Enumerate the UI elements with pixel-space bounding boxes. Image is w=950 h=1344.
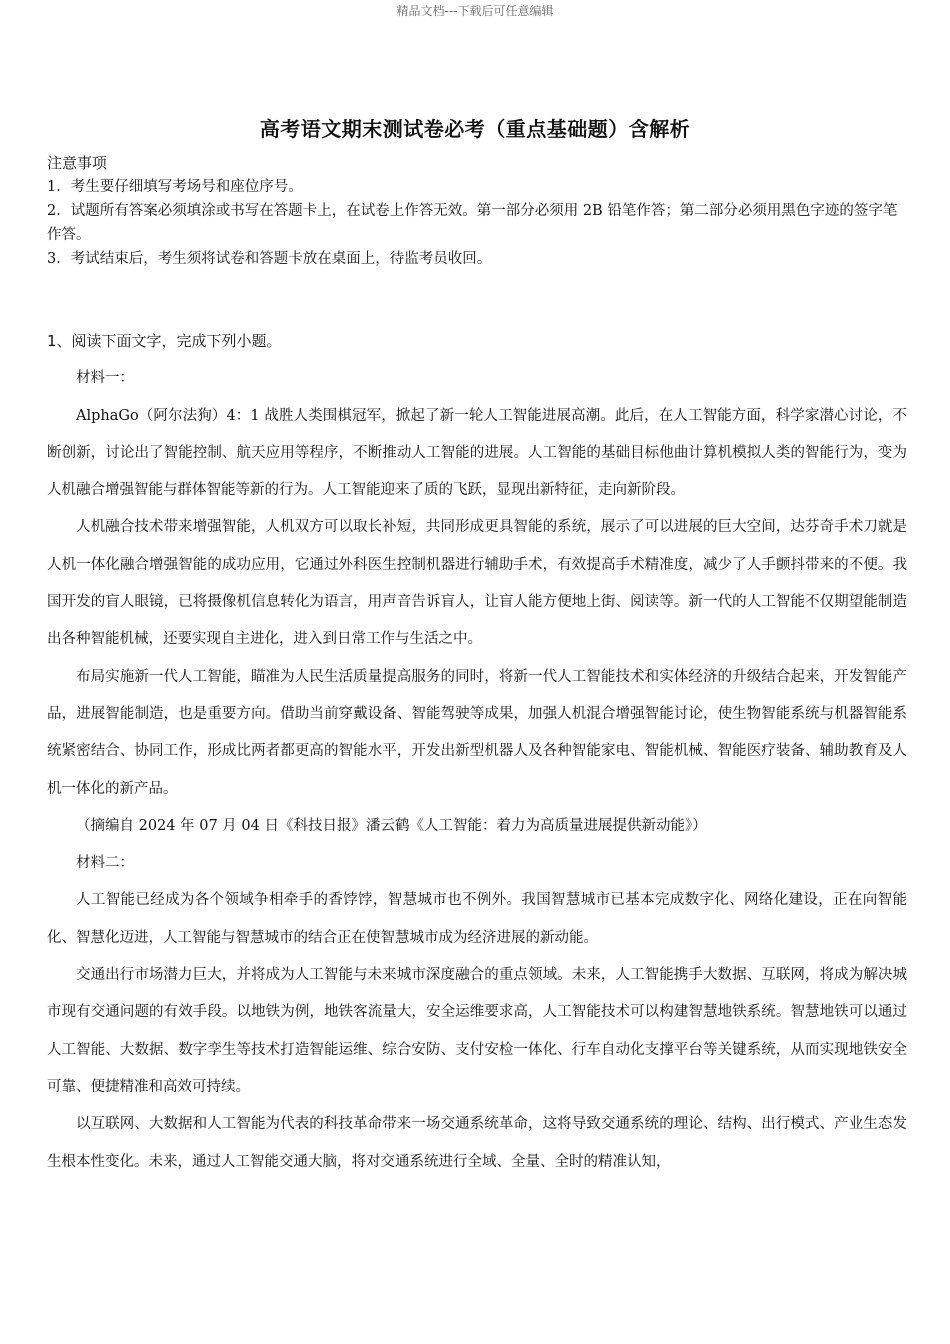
question-section — [47, 323, 907, 1181]
notice-section — [47, 151, 907, 271]
material-paragraph: 以互联网、大数据和人工智能为代表的科技革命带来一场交通系统革命，这将导致交通系统的理论、结构、出行模式、产业生态发生根本性变化。未来，通过人工智能交通大脑，将对交通系统进行全域、全量、全时的精准认知， — [47, 1116, 907, 1170]
notice-item: 1．考生要仔细填写考场号和座位序号。 — [47, 179, 303, 195]
material-source: （摘编自 2024 年 07 月 04 日《科技日报》潘云鹤《人工智能：着力为高质量进展提供新动能》） — [76, 817, 707, 834]
material-paragraph: 布局实施新一代人工智能，瞄准为人民生活质量提高服务的同时，将新一代人工智能技术和实体经济的升级结合起来，开发智能产品，进展智能制造，也是重要方向。借助当前穿戴设备、智能驾驶等成果，加强人机混合增强智能讨论，使生物智能系统与机器智能系统紧密结合、协同工作，形成比两者都更高的智能水平，开发出新型机器人及各种智能家电、智能机械、智能医疗装备、辅助教育及人机一体化的新产品。 — [47, 668, 907, 797]
material-label: 材料一： — [76, 370, 134, 387]
material-paragraph: 交通出行市场潜力巨大，并将成为人工智能与未来城市深度融合的重点领域。未来，人工智能携手大数据、互联网，将成为解决城市现有交通问题的有效手段。以地铁为例，地铁客流量大，安全运维要求高，人工智能技术可以构建智慧地铁系统。智慧地铁可以通过人工智能、大数据、数字孪生等技术打造智能运维、综合安防、支付安检一体化、行车自动化支撑平台等关键系统，从而实现地铁安全可靠、便捷精准和高效可持续。 — [47, 967, 907, 1095]
notice-item: 3．考试结束后，考生须将试卷和答题卡放在桌面上，待监考员收回。 — [47, 251, 492, 267]
question-prompt: 1、阅读下面文字，完成下列小题。 — [47, 332, 282, 350]
document-title: 高考语文期末测试卷必考（重点基础题）含解析 — [259, 117, 691, 141]
notice-item: 2．试题所有答案必须填涂或书写在答题卡上，在试卷上作答无效。第一部分必须用 2B 铅笔作答；第二部分必须用黑色字迹的签字笔作答。 — [47, 203, 898, 243]
material-label: 材料二： — [76, 855, 134, 872]
page-header-watermark: 精品文档---下载后可任意编辑 — [396, 4, 554, 18]
material-paragraph: AlphaGo（阿尔法狗）4：1 战胜人类围棋冠军，掀起了新一轮人工智能进展高潮。此后，在人工智能方面，科学家潜心讨论，不断创新，讨论出了智能控制、航天应用等程序，不断推动人工智能的进展。人工智能的基础目标他曲计算机模拟人类的智能行为，变为人机融合增强智能与群体智能等新的行为。人工智能迎来了质的飞跃，显现出新特征，走向新阶段。 — [47, 407, 907, 499]
material-paragraph: 人机融合技术带来增强智能，人机双方可以取长补短，共同形成更具智能的系统，展示了可以进展的巨大空间，达芬奇手术刀就是人机一体化融合增强智能的成功应用，它通过外科医生控制机器进行辅助手术，有效提高手术精准度，减少了人手颤抖带来的不便。我国开发的盲人眼镜，已将摄像机信息转化为语言，用声音告诉盲人，让盲人能方便地上街、阅读等。新一代的人工智能不仅期望能制造出各种智能机械，还要实现自主进化，进入到日常工作与生活之中。 — [47, 519, 907, 648]
material-paragraph: 人工智能已经成为各个领域争相牵手的香饽饽，智慧城市也不例外。我国智慧城市已基本完成数字化、网络化建设，正在向智能化、智慧化迈进，人工智能与智慧城市的结合正在使智慧城市成为经济进展的新动能。 — [47, 892, 907, 946]
notice-heading: 注意事项 — [47, 154, 108, 172]
